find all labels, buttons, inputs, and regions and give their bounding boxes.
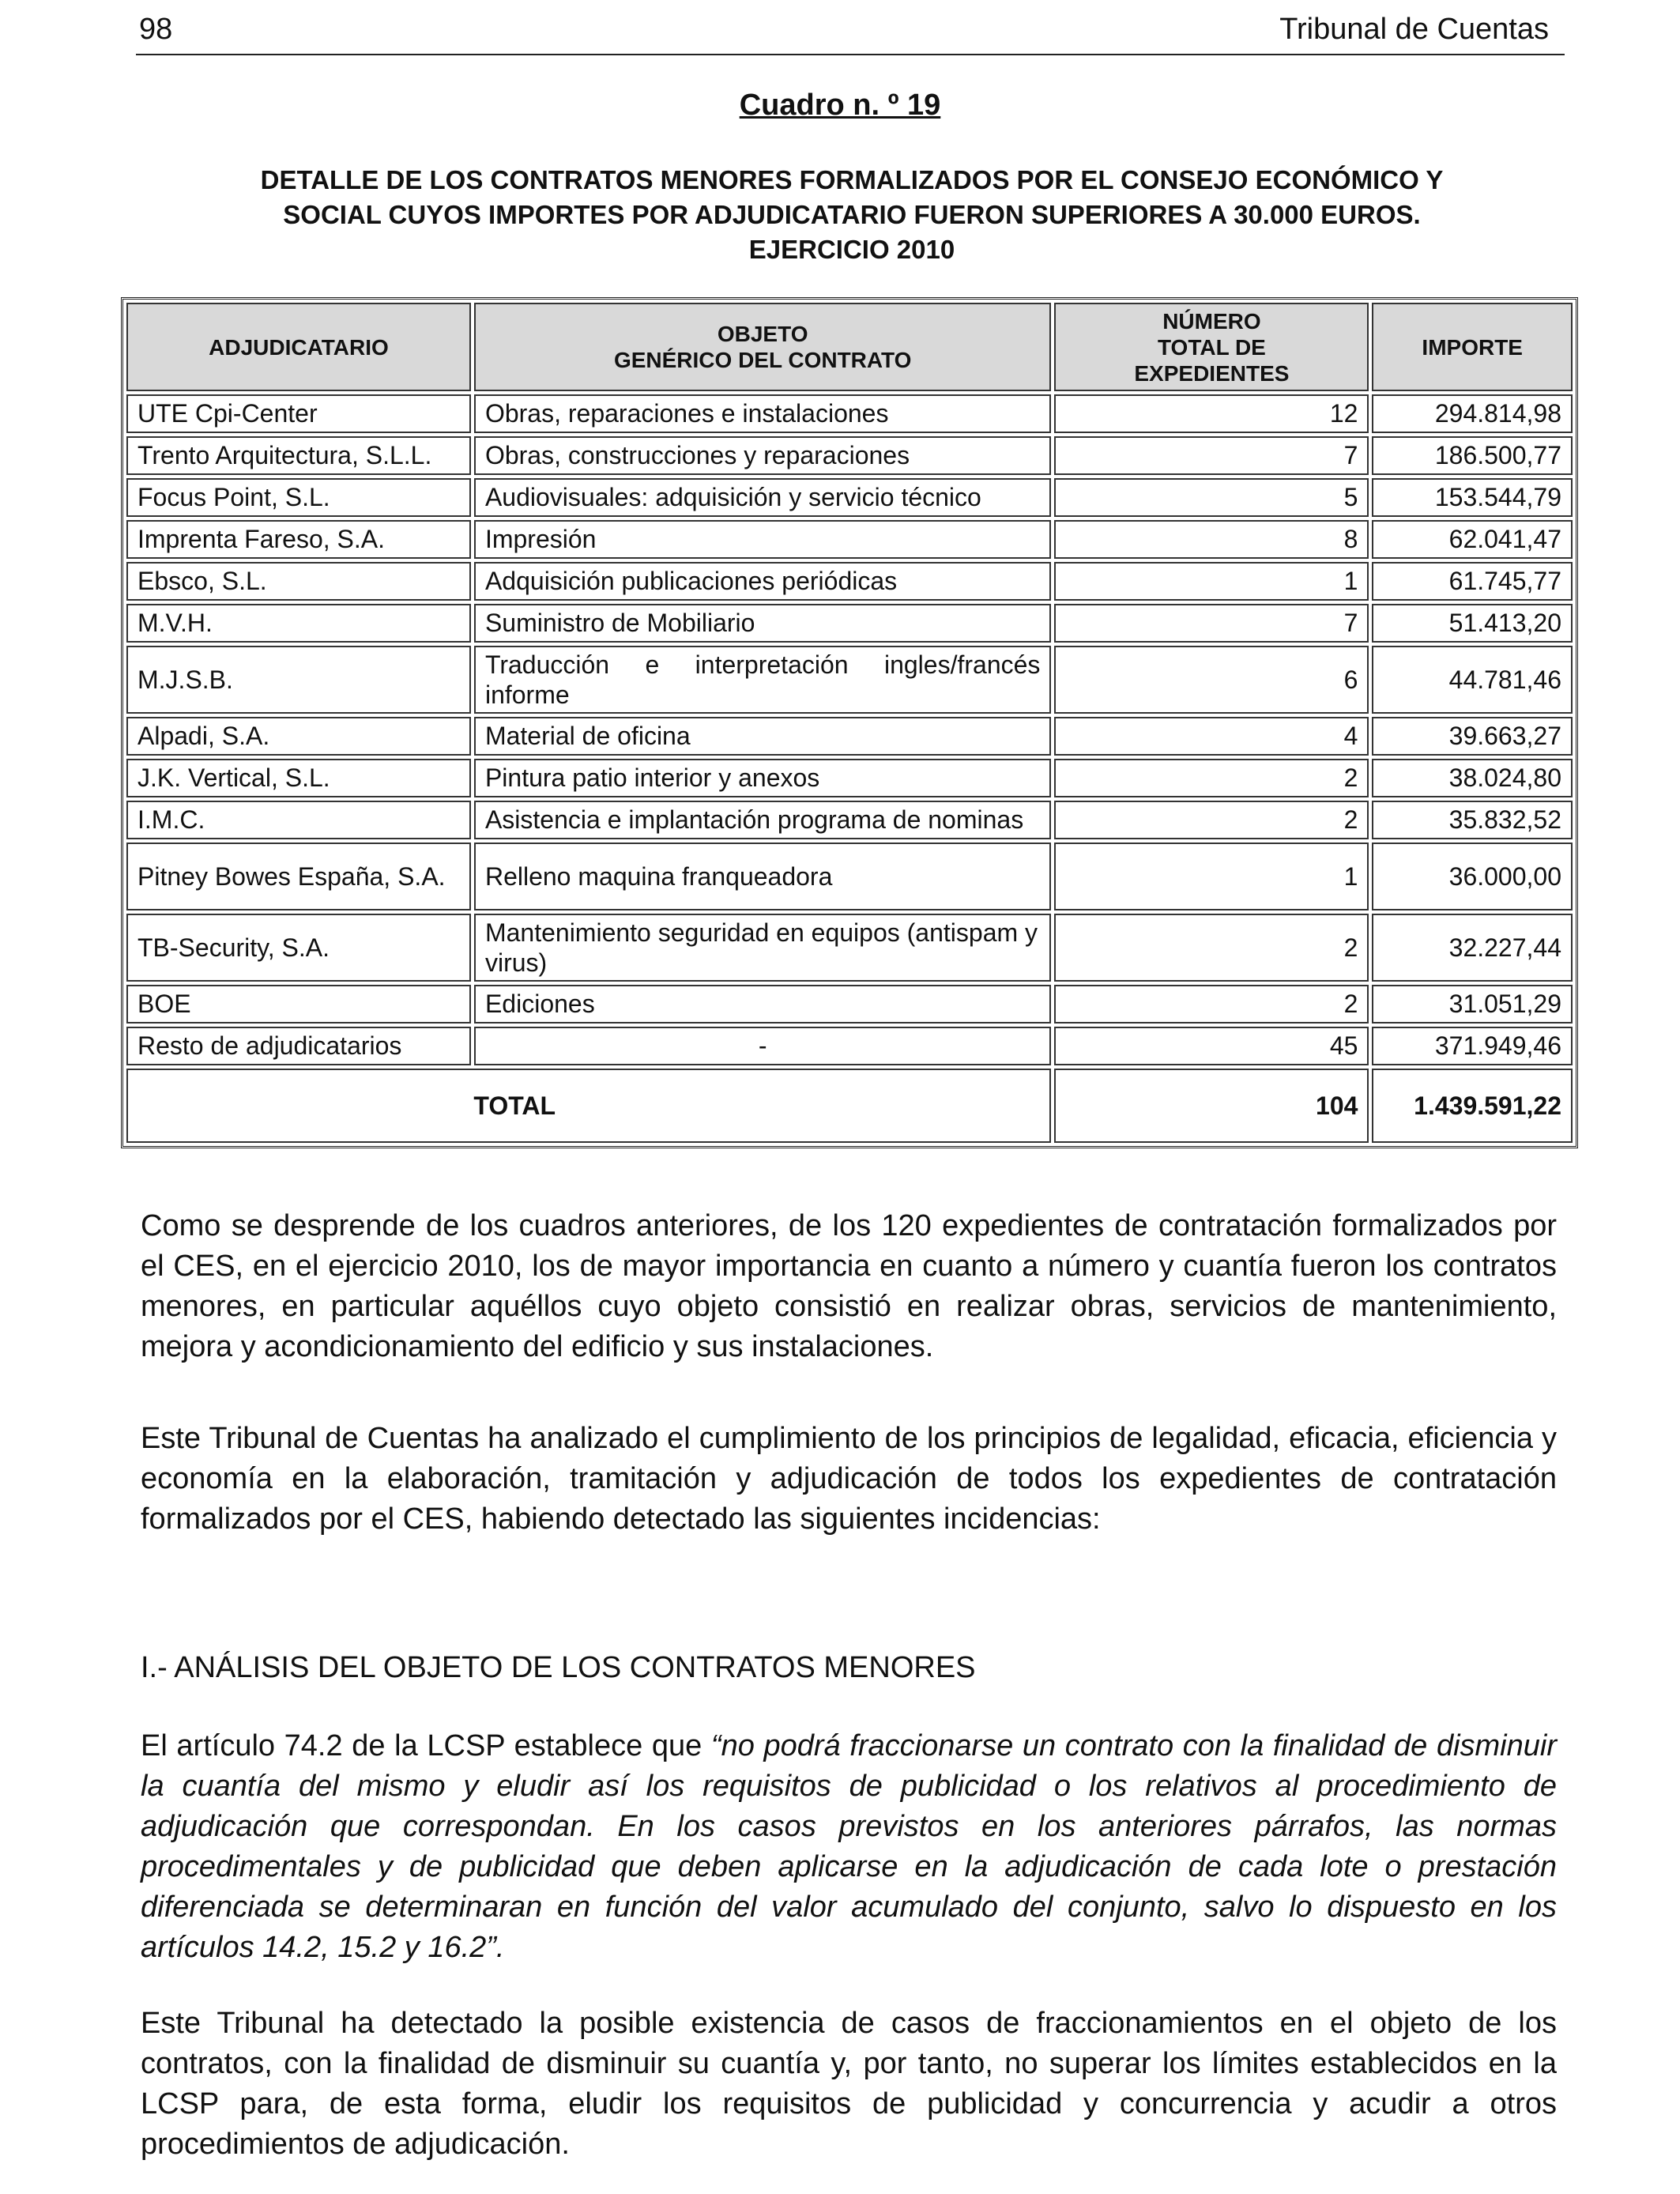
table-caption-line: DETALLE DE LOS CONTRATOS MENORES FORMALIZADOS POR EL CONSEJO ECONÓMICO Y	[260, 165, 1444, 194]
table-row	[126, 478, 1573, 517]
cell-importe: 44.781,46	[1372, 646, 1573, 714]
cell-importe: 51.413,20	[1372, 604, 1573, 643]
table-row	[126, 985, 1573, 1023]
table-header-row	[126, 303, 1573, 391]
cell-numero: 7	[1054, 604, 1369, 643]
header-numero-line: EXPEDIENTES	[1134, 360, 1290, 386]
cell-numero: 2	[1054, 914, 1369, 982]
table-title-text: Cuadro n. º 19	[739, 89, 941, 122]
header-objeto	[474, 303, 1051, 391]
cell-adjudicatario: M.V.H.	[126, 604, 471, 643]
cell-importe: 32.227,44	[1372, 914, 1573, 982]
cell-numero: 5	[1054, 478, 1369, 517]
table-row	[126, 843, 1573, 910]
cell-adjudicatario: Trento Arquitectura, S.L.L.	[126, 436, 471, 475]
cell-objeto: Impresión	[474, 520, 1051, 559]
cell-objeto: Obras, construcciones y reparaciones	[474, 436, 1051, 475]
cell-numero: 1	[1054, 843, 1369, 910]
table-row	[126, 759, 1573, 797]
cell-numero: 1	[1054, 562, 1369, 601]
cell-objeto: Traducción e interpretación ingles/francés informe	[474, 646, 1051, 714]
cell-adjudicatario: Ebsco, S.L.	[126, 562, 471, 601]
table-row	[126, 914, 1573, 982]
cell-importe: 371.949,46	[1372, 1027, 1573, 1065]
table-caption	[119, 163, 1585, 267]
cell-objeto: Audiovisuales: adquisición y servicio técnico	[474, 478, 1051, 517]
cell-adjudicatario: TB-Security, S.A.	[126, 914, 471, 982]
paragraph-1: Como se desprende de los cuadros anteriores, de los 120 expedientes de contratación formalizados por el CES, en el ejercicio 2010, los de mayor importancia en cuanto a número y cuantía fueron los contratos menores, en particular aquéllos cuyo objeto consistió en realizar obras, servicios de mantenimiento, mejora y acondicionamiento del edificio y sus instalaciones.	[141, 1209, 1557, 1363]
header-publisher: Tribunal de Cuentas	[1279, 13, 1549, 46]
cell-numero: 45	[1054, 1027, 1369, 1065]
cell-numero: 2	[1054, 985, 1369, 1023]
header-numero	[1054, 303, 1369, 391]
cell-objeto: Asistencia e implantación programa de nominas	[474, 801, 1051, 839]
section-heading: I.- ANÁLISIS DEL OBJETO DE LOS CONTRATOS MENORES	[141, 1651, 976, 1684]
cell-objeto: Suministro de Mobiliario	[474, 604, 1051, 643]
header-numero-line: NÚMERO	[1162, 308, 1261, 334]
header-numero-line: TOTAL DE	[1157, 334, 1266, 360]
paragraph-3	[141, 1726, 1557, 1968]
cell-importe: 36.000,00	[1372, 843, 1573, 910]
cell-importe: 62.041,47	[1372, 520, 1573, 559]
header-importe: IMPORTE	[1372, 303, 1573, 391]
cell-objeto: Adquisición publicaciones periódicas	[474, 562, 1051, 601]
cell-numero: 12	[1054, 394, 1369, 433]
table-title	[0, 89, 1680, 123]
cell-numero: 6	[1054, 646, 1369, 714]
table-caption-line: SOCIAL CUYOS IMPORTES POR ADJUDICATARIO FUERON SUPERIORES A 30.000 EUROS.	[283, 200, 1421, 229]
cell-numero: 7	[1054, 436, 1369, 475]
cell-objeto: Relleno maquina franqueadora	[474, 843, 1051, 910]
paragraph-4: Este Tribunal ha detectado la posible existencia de casos de fraccionamientos en el objeto de los contratos, con la finalidad de disminuir su cuantía y, por tanto, no superar los límites establecidos en la LCSP para, de esta forma, eludir los requisitos de publicidad y concurrencia y acudir a otros procedimientos de adjudicación.	[141, 2007, 1557, 2161]
cell-importe: 294.814,98	[1372, 394, 1573, 433]
cell-numero: 2	[1054, 801, 1369, 839]
cell-adjudicatario: J.K. Vertical, S.L.	[126, 759, 471, 797]
cell-importe: 61.745,77	[1372, 562, 1573, 601]
cell-numero: 2	[1054, 759, 1369, 797]
contracts-table	[121, 297, 1578, 1148]
cell-importe: 39.663,27	[1372, 717, 1573, 756]
cell-adjudicatario: I.M.C.	[126, 801, 471, 839]
table-row	[126, 801, 1573, 839]
table-caption-line: EJERCICIO 2010	[748, 235, 955, 264]
cell-importe: 35.832,52	[1372, 801, 1573, 839]
table-row	[126, 436, 1573, 475]
total-numero: 104	[1054, 1069, 1369, 1143]
header-objeto-line: OBJETO	[717, 322, 808, 346]
page-number: 98	[139, 13, 173, 46]
cell-importe: 186.500,77	[1372, 436, 1573, 475]
header-adjudicatario: ADJUDICATARIO	[126, 303, 471, 391]
cell-importe: 31.051,29	[1372, 985, 1573, 1023]
table-row	[126, 717, 1573, 756]
total-importe: 1.439.591,22	[1372, 1069, 1573, 1143]
cell-importe: 38.024,80	[1372, 759, 1573, 797]
table-row	[126, 604, 1573, 643]
page-header	[136, 9, 1565, 55]
cell-numero: 8	[1054, 520, 1369, 559]
cell-adjudicatario: BOE	[126, 985, 471, 1023]
cell-adjudicatario: Alpadi, S.A.	[126, 717, 471, 756]
table-row	[126, 1027, 1573, 1065]
table-row	[126, 562, 1573, 601]
total-label: TOTAL	[126, 1069, 1051, 1143]
cell-numero: 4	[1054, 717, 1369, 756]
paragraph-2: Este Tribunal de Cuentas ha analizado el cumplimiento de los principios de legalidad, eficacia, eficiencia y economía en la elaboración, tramitación y adjudicación de todos los expedientes de contratación formalizados por el CES, habiendo detectado las siguientes incidencias:	[141, 1422, 1557, 1536]
table-total-row	[126, 1069, 1573, 1143]
header-objeto-line: GENÉRICO DEL CONTRATO	[613, 348, 912, 372]
cell-adjudicatario: Resto de adjudicatarios	[126, 1027, 471, 1065]
table-row	[126, 394, 1573, 433]
cell-adjudicatario: Pitney Bowes España, S.A.	[126, 843, 471, 910]
cell-adjudicatario: UTE Cpi-Center	[126, 394, 471, 433]
cell-objeto: -	[474, 1027, 1051, 1065]
table-row	[126, 520, 1573, 559]
paragraph-3-quote: “no podrá fraccionarse un contrato con la finalidad de disminuir la cuantía del mismo y eludir así los requisitos de publicidad o los relativos al procedimiento de adjudicación que correspondan. En los casos previstos en los anteriores párrafos, las normas procedimentales y de publicidad que deben aplicarse en la adjudicación de cada lote o prestación diferenciada se determinaran en función del valor acumulado del conjunto, salvo lo dispuesto en los artículos 14.2, 15.2 y 16.2”.	[141, 1729, 1557, 1964]
cell-objeto: Material de oficina	[474, 717, 1051, 756]
cell-objeto: Ediciones	[474, 985, 1051, 1023]
cell-adjudicatario: M.J.S.B.	[126, 646, 471, 714]
cell-objeto: Pintura patio interior y anexos	[474, 759, 1051, 797]
cell-objeto: Mantenimiento seguridad en equipos (antispam y virus)	[474, 914, 1051, 982]
cell-adjudicatario: Focus Point, S.L.	[126, 478, 471, 517]
cell-objeto: Obras, reparaciones e instalaciones	[474, 394, 1051, 433]
cell-adjudicatario: Imprenta Fareso, S.A.	[126, 520, 471, 559]
paragraph-3-intro: El artículo 74.2 de la LCSP establece que	[141, 1729, 711, 1762]
table-row	[126, 646, 1573, 714]
cell-importe: 153.544,79	[1372, 478, 1573, 517]
